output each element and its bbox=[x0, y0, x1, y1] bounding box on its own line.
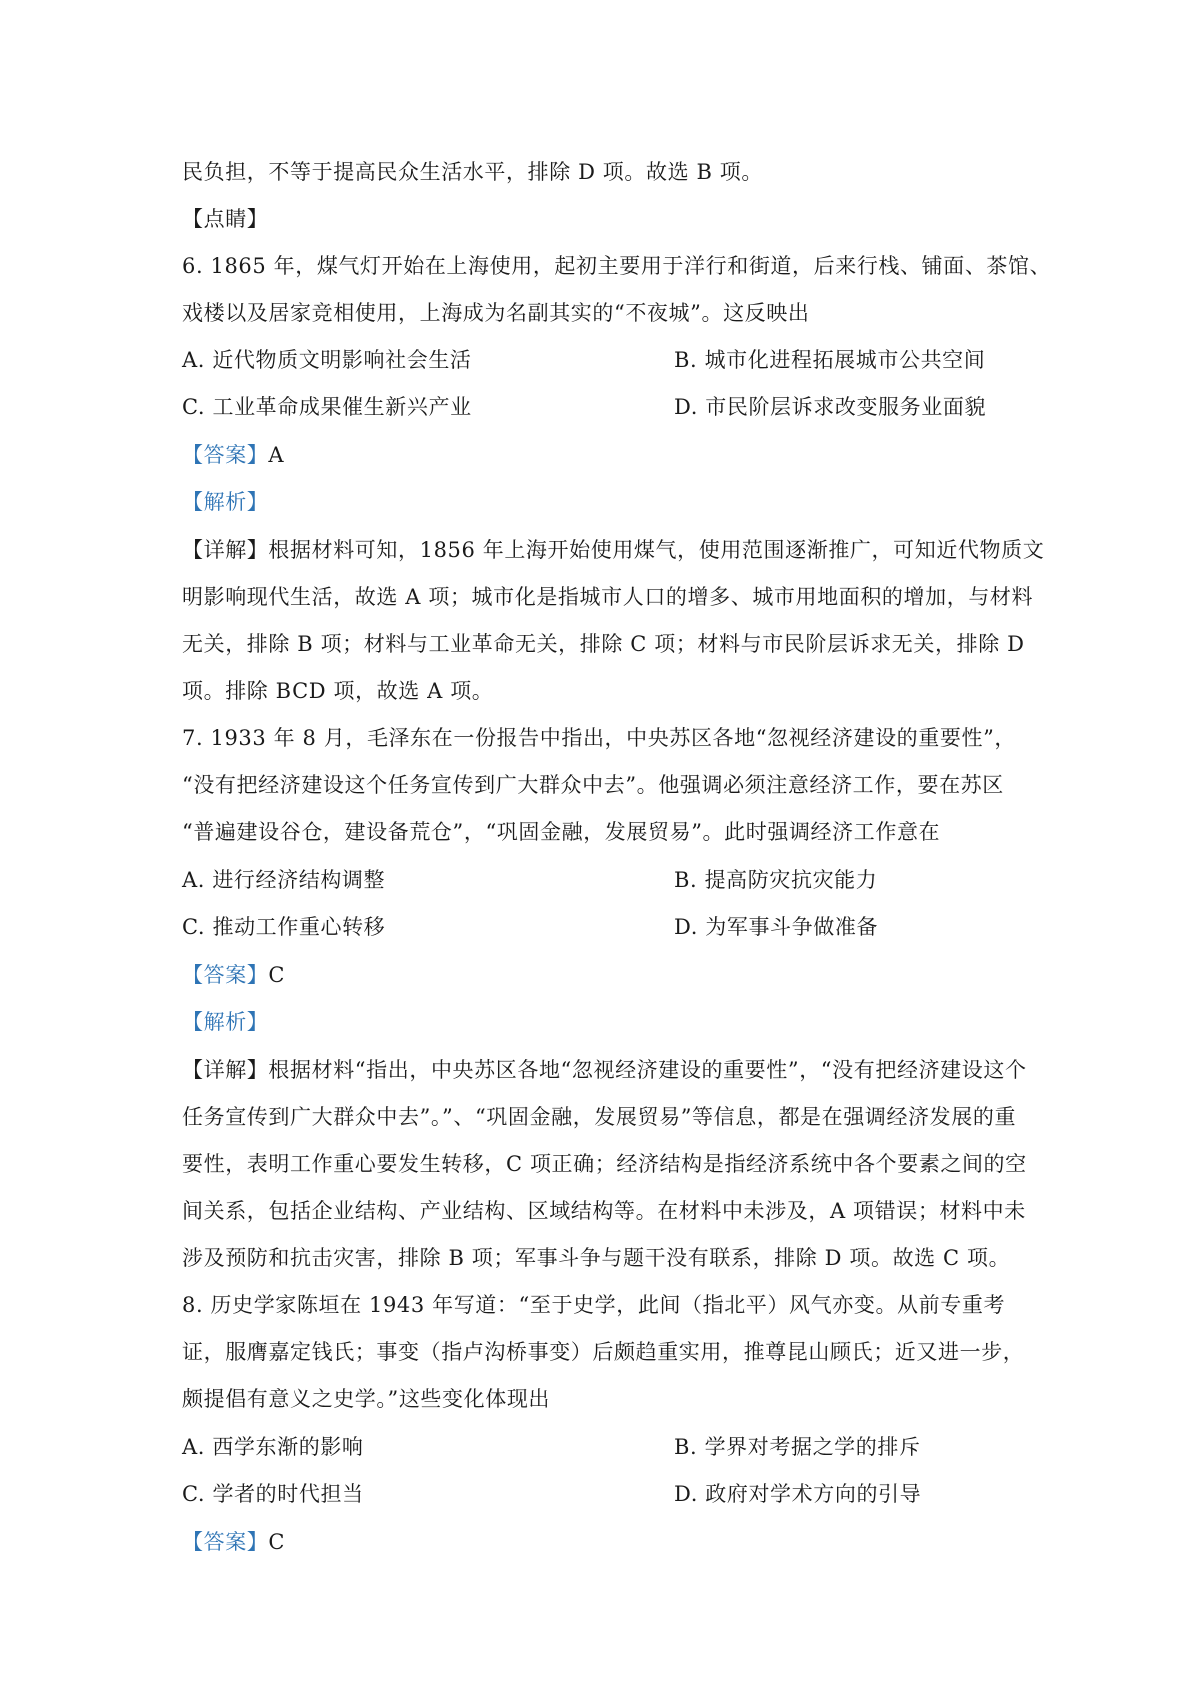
q6-option-c: C. 工业革命成果催生新兴产业 bbox=[182, 395, 472, 419]
q7-answer-tag: 【答案】 bbox=[182, 963, 269, 987]
q8-option-d: D. 政府对学术方向的引导 bbox=[674, 1482, 922, 1506]
q7-detail-tag: 【详解】 bbox=[182, 1058, 269, 1082]
q6-option-a: A. 近代物质文明影响社会生活 bbox=[182, 348, 472, 372]
q7-detail-line5: 涉及预防和抗击灾害，排除 B 项；军事斗争与题干没有联系，排除 D 项。故选 C 项。 bbox=[182, 1246, 1011, 1270]
q7-option-b: B. 提高防灾抗灾能力 bbox=[674, 868, 878, 892]
q6-detail-line3: 无关，排除 B 项；材料与工业革命无关，排除 C 项；材料与市民阶层诉求无关，排除 D bbox=[182, 632, 1025, 656]
q8-option-a: A. 西学东渐的影响 bbox=[182, 1435, 364, 1459]
q6-answer bbox=[182, 440, 1022, 470]
q6-detail-text1: 根据材料可知，1856 年上海开始使用煤气，使用范围逐渐推广，可知近代物质文 bbox=[268, 538, 1045, 562]
q8-option-c: C. 学者的时代担当 bbox=[182, 1482, 364, 1506]
q6-stem-line2: 戏楼以及居家竞相使用，上海成为名副其实的“不夜城”。这反映出 bbox=[182, 301, 810, 325]
q6-detail-tag: 【详解】 bbox=[182, 538, 269, 562]
q7-detail-line1 bbox=[182, 1055, 1027, 1085]
q7-option-d: D. 为军事斗争做准备 bbox=[674, 915, 879, 939]
q7-detail-line2: 任务宣传到广大群众中去”。”、“巩固金融，发展贸易”等信息，都是在强调经济发展的重 bbox=[182, 1105, 1017, 1129]
q7-detail-line3: 要性，表明工作重心要发生转移，C 项正确；经济结构是指经济系统中各个要素之间的空 bbox=[182, 1152, 1027, 1176]
q7-answer-value: C bbox=[268, 963, 286, 987]
q7-stem-line1: 7. 1933 年 8 月，毛泽东在一份报告中指出，中央苏区各地“忽视经济建设的重要性”， bbox=[182, 726, 1017, 750]
q7-detail-line4: 间关系，包括企业结构、产业结构、区域结构等。在材料中未涉及，A 项错误；材料中未 bbox=[182, 1199, 1026, 1223]
q7-jiexi-heading: 【解析】 bbox=[182, 1010, 269, 1034]
q6-option-b: B. 城市化进程拓展城市公共空间 bbox=[674, 348, 986, 372]
q8-answer-value: C bbox=[268, 1530, 286, 1554]
q6-option-d: D. 市民阶层诉求改变服务业面貌 bbox=[674, 395, 987, 419]
dianjing-heading: 【点睛】 bbox=[182, 207, 269, 231]
q8-stem-line1: 8. 历史学家陈垣在 1943 年写道：“至于史学，此间（指北平）风气亦变。从前专重考 bbox=[182, 1293, 1006, 1317]
q6-detail-line1 bbox=[182, 535, 1045, 565]
q8-stem-line2: 证，服膺嘉定钱氏；事变（指卢沟桥事变）后颇趋重实用，推尊昆山顾氏；近又进一步， bbox=[182, 1340, 1025, 1364]
q8-answer-tag: 【答案】 bbox=[182, 1530, 269, 1554]
q8-stem-line3: 颇提倡有意义之史学。”这些变化体现出 bbox=[182, 1387, 551, 1411]
q6-detail-line4: 项。排除 BCD 项，故选 A 项。 bbox=[182, 679, 494, 703]
q7-option-a: A. 进行经济结构调整 bbox=[182, 868, 386, 892]
q7-stem-line3: “普遍建设谷仓，建设备荒仓”，“巩固金融，发展贸易”。此时强调经济工作意在 bbox=[182, 820, 941, 844]
q6-detail-line2: 明影响现代生活，故选 A 项；城市化是指城市人口的增多、城市用地面积的增加，与材料 bbox=[182, 585, 1034, 609]
q6-stem-line1: 6. 1865 年，煤气灯开始在上海使用，起初主要用于洋行和街道，后来行栈、铺面、茶馆、 bbox=[182, 254, 1052, 278]
q8-option-b: B. 学界对考据之学的排斥 bbox=[674, 1435, 921, 1459]
q6-answer-tag: 【答案】 bbox=[182, 443, 269, 467]
q6-answer-value: A bbox=[268, 443, 285, 467]
prev-analysis-tail: 民负担，不等于提高民众生活水平，排除 D 项。故选 B 项。 bbox=[182, 160, 763, 184]
q8-answer bbox=[182, 1527, 1022, 1557]
q7-stem-line2: “没有把经济建设这个任务宣传到广大群众中去”。他强调必须注意经济工作，要在苏区 bbox=[182, 773, 1004, 797]
q7-answer bbox=[182, 960, 1022, 990]
q7-detail-text1: 根据材料“指出，中央苏区各地“忽视经济建设的重要性”，“没有把经济建设这个 bbox=[268, 1058, 1027, 1082]
q7-option-c: C. 推动工作重心转移 bbox=[182, 915, 386, 939]
q6-jiexi-heading: 【解析】 bbox=[182, 490, 269, 514]
